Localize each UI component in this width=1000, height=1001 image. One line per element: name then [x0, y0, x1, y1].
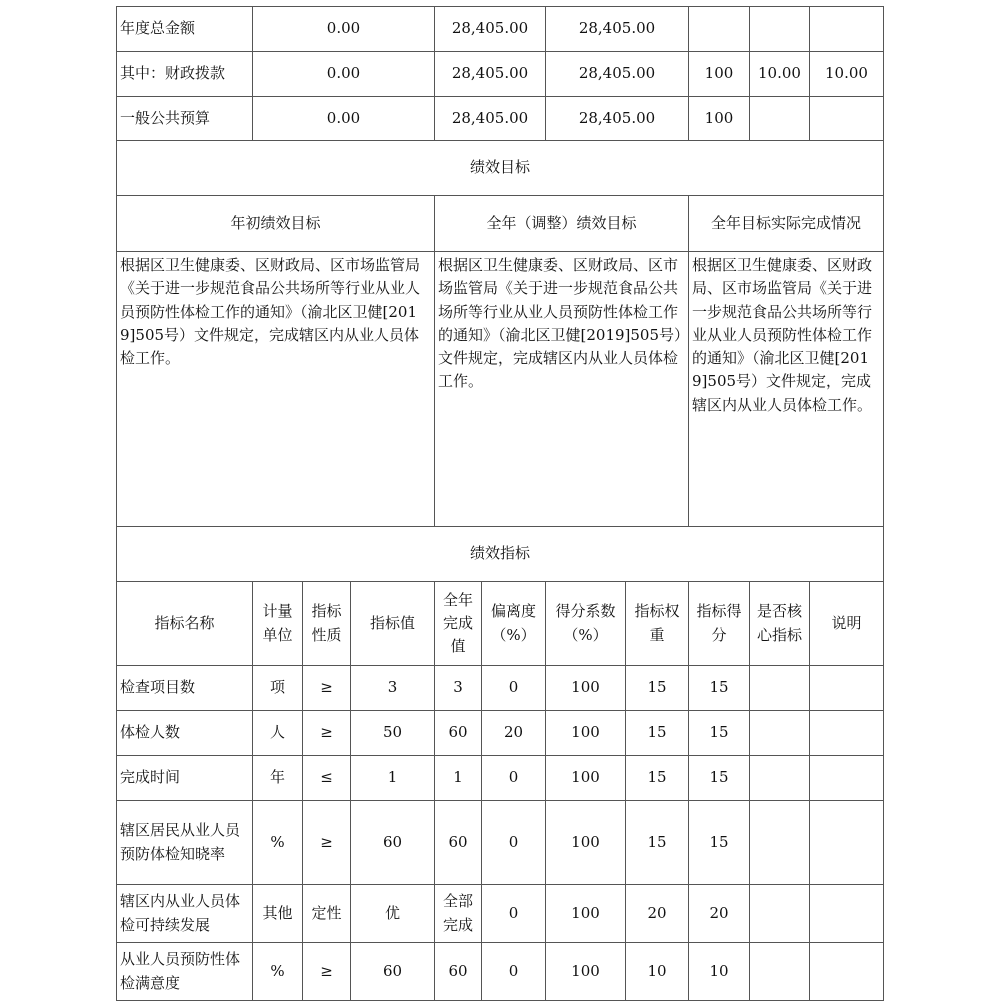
fund-cell — [689, 7, 750, 52]
col-header: 指标权重 — [626, 582, 689, 666]
indicator-weight: 15 — [626, 756, 689, 801]
col-header: 指标得分 — [689, 582, 750, 666]
performance-table — [116, 6, 884, 1001]
fund-cell: 28,405.00 — [546, 7, 689, 52]
table-row — [117, 801, 884, 885]
indicator-target: 1 — [351, 756, 435, 801]
col-header: 全年完成值 — [435, 582, 482, 666]
fund-cell: 100 — [689, 52, 750, 97]
indicator-unit: 人 — [253, 711, 303, 756]
goals-section-title: 绩效目标 — [117, 141, 884, 196]
indicator-core — [750, 711, 810, 756]
fund-label: 一般公共预算 — [117, 97, 253, 141]
fund-row — [117, 97, 884, 141]
fund-cell: 28,405.00 — [435, 7, 546, 52]
indicator-actual: 60 — [435, 801, 482, 885]
fund-cell: 100 — [689, 97, 750, 141]
indicator-deviation: 0 — [482, 943, 546, 1001]
indicator-score: 15 — [689, 756, 750, 801]
col-header: 说明 — [810, 582, 884, 666]
table-row — [117, 666, 884, 711]
goal-header-actual: 全年目标实际完成情况 — [689, 196, 884, 252]
indicator-actual: 60 — [435, 711, 482, 756]
fund-cell: 10.00 — [750, 52, 810, 97]
indicator-header-row — [117, 582, 884, 666]
indicator-coefficient: 100 — [546, 666, 626, 711]
indicator-name: 辖区内从业人员体检可持续发展 — [117, 885, 253, 943]
indicator-deviation: 0 — [482, 801, 546, 885]
indicator-score: 15 — [689, 711, 750, 756]
table-row — [117, 756, 884, 801]
indicator-name: 辖区居民从业人员预防体检知晓率 — [117, 801, 253, 885]
indicator-score: 15 — [689, 801, 750, 885]
indicator-name: 从业人员预防性体检满意度 — [117, 943, 253, 1001]
indicator-target: 优 — [351, 885, 435, 943]
indicator-note — [810, 666, 884, 711]
indicator-deviation: 0 — [482, 756, 546, 801]
fund-cell: 0.00 — [253, 7, 435, 52]
fund-cell — [810, 7, 884, 52]
indicator-note — [810, 756, 884, 801]
indicator-actual: 1 — [435, 756, 482, 801]
indicator-nature: ≥ — [303, 943, 351, 1001]
fund-cell: 28,405.00 — [435, 97, 546, 141]
fund-cell — [750, 7, 810, 52]
indicator-core — [750, 801, 810, 885]
indicators-section-title: 绩效指标 — [117, 527, 884, 582]
indicator-unit: % — [253, 801, 303, 885]
col-header: 是否核心指标 — [750, 582, 810, 666]
indicator-core — [750, 666, 810, 711]
col-header: 指标值 — [351, 582, 435, 666]
indicator-unit: 年 — [253, 756, 303, 801]
fund-cell: 28,405.00 — [546, 52, 689, 97]
goal-text-actual: 根据区卫生健康委、区财政局、区市场监管局《关于进一步规范食品公共场所等行业从业人员预防性体检工作的通知》（渝北区卫健[2019]505号）文件规定，完成辖区内从业人员体检工作。 — [689, 252, 884, 527]
indicator-deviation: 0 — [482, 885, 546, 943]
col-header: 计量单位 — [253, 582, 303, 666]
indicator-score: 10 — [689, 943, 750, 1001]
indicator-core — [750, 885, 810, 943]
col-header: 指标名称 — [117, 582, 253, 666]
goal-header-initial: 年初绩效目标 — [117, 196, 435, 252]
indicator-score: 15 — [689, 666, 750, 711]
table-row — [117, 943, 884, 1001]
goal-header-adjusted: 全年（调整）绩效目标 — [435, 196, 689, 252]
fund-cell: 28,405.00 — [435, 52, 546, 97]
col-header: 偏离度（%） — [482, 582, 546, 666]
fund-cell — [810, 97, 884, 141]
goal-text-adjusted: 根据区卫生健康委、区财政局、区市场监管局《关于进一步规范食品公共场所等行业从业人员预防性体检工作的通知》（渝北区卫健[2019]505号）文件规定，完成辖区内从业人员体检工作。 — [435, 252, 689, 527]
indicator-nature: ≥ — [303, 801, 351, 885]
indicator-core — [750, 756, 810, 801]
indicator-unit: % — [253, 943, 303, 1001]
fund-label: 其中：财政拨款 — [117, 52, 253, 97]
indicator-weight: 15 — [626, 801, 689, 885]
indicator-weight: 15 — [626, 666, 689, 711]
indicator-coefficient: 100 — [546, 711, 626, 756]
indicator-target: 3 — [351, 666, 435, 711]
indicator-actual: 全部完成 — [435, 885, 482, 943]
fund-row — [117, 7, 884, 52]
indicator-note — [810, 801, 884, 885]
indicator-core — [750, 943, 810, 1001]
indicator-target: 50 — [351, 711, 435, 756]
col-header: 得分系数（%） — [546, 582, 626, 666]
fund-cell: 0.00 — [253, 52, 435, 97]
indicator-nature: ≥ — [303, 666, 351, 711]
indicator-coefficient: 100 — [546, 756, 626, 801]
indicator-name: 体检人数 — [117, 711, 253, 756]
col-header: 指标性质 — [303, 582, 351, 666]
indicator-coefficient: 100 — [546, 885, 626, 943]
indicator-target: 60 — [351, 801, 435, 885]
table-row — [117, 711, 884, 756]
indicator-deviation: 0 — [482, 666, 546, 711]
fund-label: 年度总金额 — [117, 7, 253, 52]
fund-row — [117, 52, 884, 97]
table-row — [117, 885, 884, 943]
fund-cell: 28,405.00 — [546, 97, 689, 141]
indicator-nature: 定性 — [303, 885, 351, 943]
fund-cell: 10.00 — [810, 52, 884, 97]
indicator-target: 60 — [351, 943, 435, 1001]
indicator-actual: 60 — [435, 943, 482, 1001]
fund-cell — [750, 97, 810, 141]
indicator-deviation: 20 — [482, 711, 546, 756]
indicator-nature: ≤ — [303, 756, 351, 801]
indicator-score: 20 — [689, 885, 750, 943]
indicator-unit: 其他 — [253, 885, 303, 943]
indicator-name: 检查项目数 — [117, 666, 253, 711]
indicator-note — [810, 885, 884, 943]
indicator-coefficient: 100 — [546, 801, 626, 885]
indicator-nature: ≥ — [303, 711, 351, 756]
indicator-actual: 3 — [435, 666, 482, 711]
indicator-note — [810, 711, 884, 756]
indicator-note — [810, 943, 884, 1001]
indicator-name: 完成时间 — [117, 756, 253, 801]
indicator-weight: 15 — [626, 711, 689, 756]
goal-text-initial: 根据区卫生健康委、区财政局、区市场监管局《关于进一步规范食品公共场所等行业从业人员预防性体检工作的通知》（渝北区卫健[2019]505号）文件规定，完成辖区内从业人员体检工作。 — [117, 252, 435, 527]
indicator-unit: 项 — [253, 666, 303, 711]
fund-cell: 0.00 — [253, 97, 435, 141]
indicator-coefficient: 100 — [546, 943, 626, 1001]
indicator-weight: 10 — [626, 943, 689, 1001]
indicator-weight: 20 — [626, 885, 689, 943]
